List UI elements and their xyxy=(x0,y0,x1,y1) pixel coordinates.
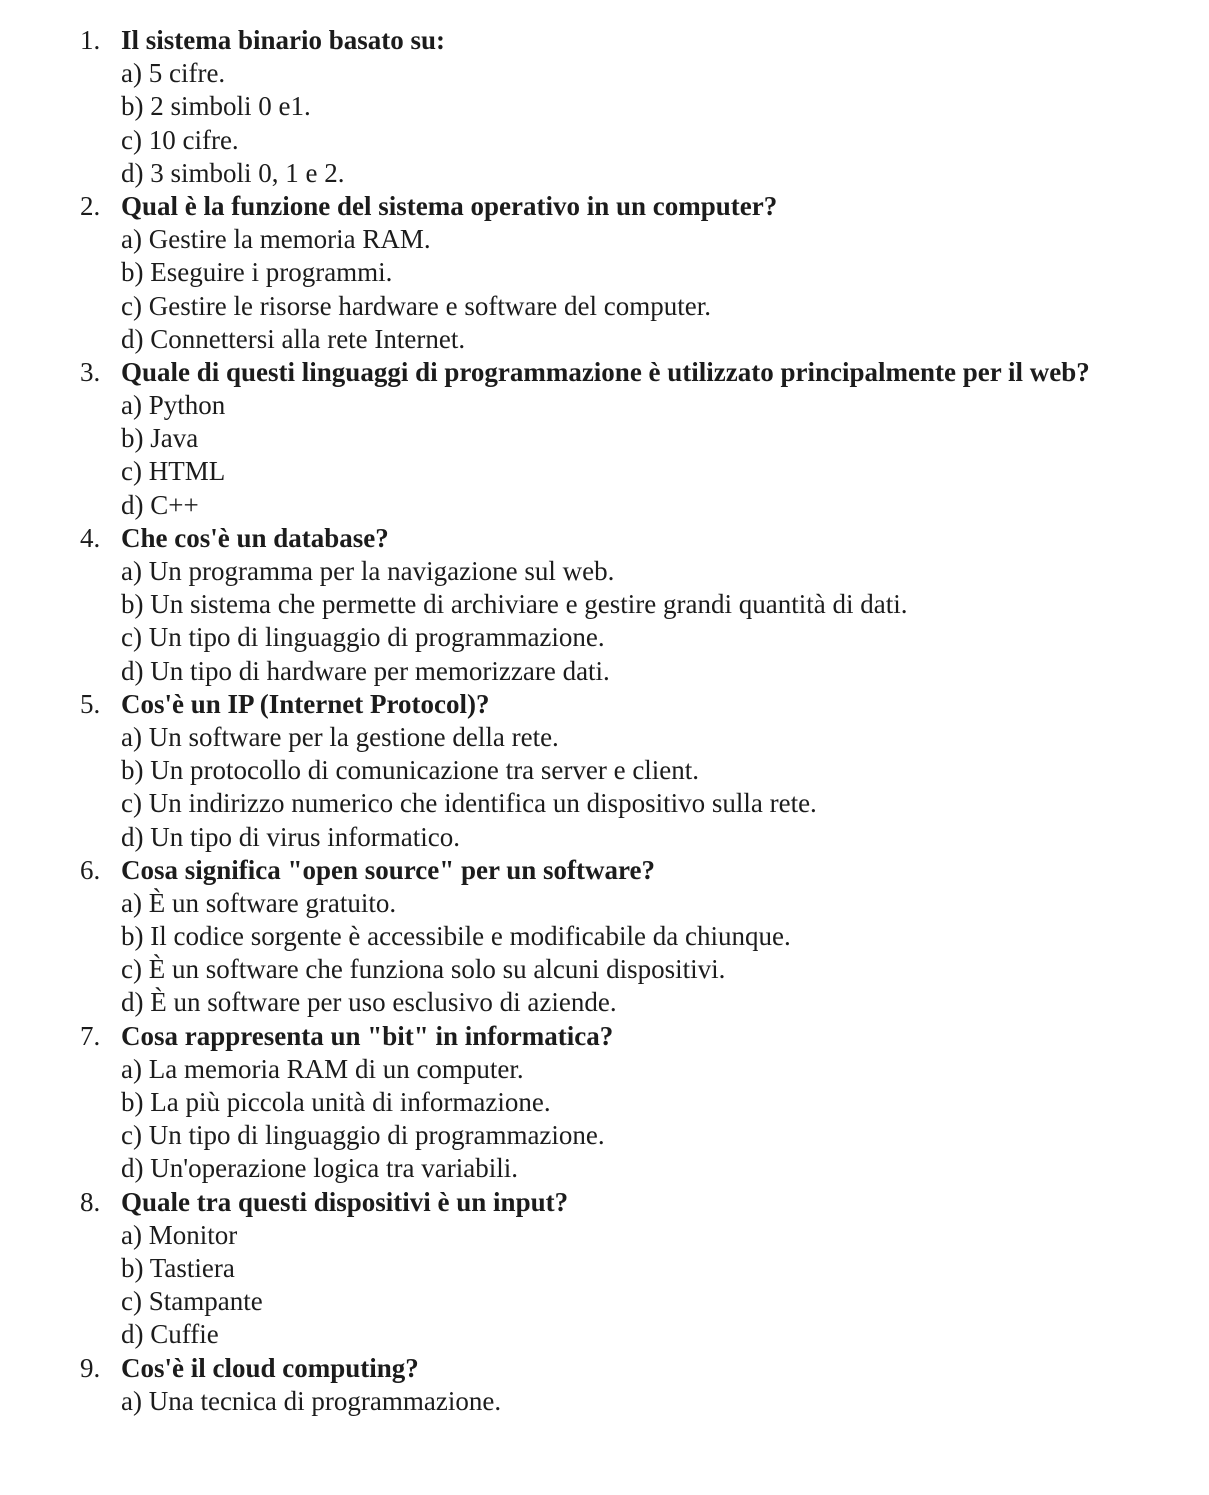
option-text: La più piccola unità di informazione. xyxy=(150,1087,551,1117)
question-header xyxy=(0,1020,1209,1053)
question-header xyxy=(0,688,1209,721)
option-text: Un tipo di virus informatico. xyxy=(150,821,460,852)
answer-option-a xyxy=(0,887,1209,920)
question-5 xyxy=(0,688,1209,854)
answer-option-a xyxy=(0,1053,1209,1086)
question-4 xyxy=(0,522,1209,688)
option-letter: a) xyxy=(121,556,142,586)
option-letter: d) xyxy=(121,655,144,686)
option-text: Java xyxy=(150,423,199,454)
answer-option-b xyxy=(0,920,1209,953)
option-text: Connettersi alla rete Internet. xyxy=(150,323,466,354)
answer-option-a xyxy=(0,555,1209,588)
answer-option-a xyxy=(0,1385,1209,1418)
question-text: Cosa significa "open source" per un software? xyxy=(121,854,655,885)
answer-option-d xyxy=(0,821,1209,854)
option-letter: b) xyxy=(121,1087,144,1117)
option-text: Un tipo di hardware per memorizzare dati. xyxy=(150,655,610,686)
option-text: C++ xyxy=(150,489,199,520)
question-header xyxy=(0,24,1209,57)
question-number: 1. xyxy=(80,25,101,55)
option-text: 3 simboli 0, 1 e 2. xyxy=(150,157,345,188)
option-letter: b) xyxy=(121,423,144,454)
option-text: Un protocollo di comunicazione tra server e client. xyxy=(150,755,700,786)
question-text: Cos'è il cloud computing? xyxy=(121,1352,419,1383)
question-9 xyxy=(0,1352,1209,1418)
answer-option-c xyxy=(0,621,1209,654)
option-text: Un'operazione logica tra variabili. xyxy=(150,1153,518,1184)
option-letter: a) xyxy=(121,1385,142,1416)
question-6 xyxy=(0,854,1209,1020)
answer-option-b xyxy=(0,422,1209,455)
answer-option-b xyxy=(0,90,1209,123)
option-letter: a) xyxy=(121,887,142,918)
answer-option-c xyxy=(0,1285,1209,1318)
option-text: Il codice sorgente è accessibile e modificabile da chiunque. xyxy=(150,921,791,952)
option-letter: d) xyxy=(121,323,144,354)
question-header xyxy=(0,356,1209,389)
option-letter: a) xyxy=(121,224,142,255)
option-text: Gestire la memoria RAM. xyxy=(148,224,431,255)
option-text: Un sistema che permette di archiviare e gestire grandi quantità di dati. xyxy=(150,589,908,620)
option-letter: b) xyxy=(121,921,144,952)
option-text: È un software per uso esclusivo di aziende. xyxy=(150,987,617,1018)
option-text: Una tecnica di programmazione. xyxy=(148,1385,502,1416)
question-number: 3. xyxy=(80,356,101,387)
option-letter: c) xyxy=(121,1286,142,1317)
option-letter: a) xyxy=(121,58,142,89)
answer-option-d xyxy=(0,1152,1209,1185)
question-header xyxy=(0,1352,1209,1385)
answer-option-a xyxy=(0,1219,1209,1252)
answer-option-b xyxy=(0,588,1209,621)
option-letter: d) xyxy=(121,1319,144,1350)
option-letter: c) xyxy=(121,954,142,985)
option-letter: b) xyxy=(121,589,144,620)
option-letter: d) xyxy=(121,987,144,1018)
question-number: 6. xyxy=(80,854,101,885)
option-text: Eseguire i programmi. xyxy=(150,257,393,288)
option-text: Gestire le risorse hardware e software del computer. xyxy=(148,290,712,321)
option-text: È un software che funziona solo su alcuni dispositivi. xyxy=(148,954,726,985)
question-number: 4. xyxy=(80,522,101,553)
question-header xyxy=(0,1186,1209,1219)
question-header xyxy=(0,854,1209,887)
answer-option-d xyxy=(0,323,1209,356)
option-text: Un software per la gestione della rete. xyxy=(148,721,559,752)
question-text: Che cos'è un database? xyxy=(121,522,389,553)
question-3 xyxy=(0,356,1209,522)
question-number: 8. xyxy=(80,1186,101,1217)
answer-option-d xyxy=(0,655,1209,688)
option-letter: a) xyxy=(121,1219,142,1250)
option-text: 10 cifre. xyxy=(148,124,239,155)
option-letter: d) xyxy=(121,1153,144,1184)
option-letter: b) xyxy=(121,257,144,288)
answer-option-d xyxy=(0,157,1209,190)
option-text: La memoria RAM di un computer. xyxy=(148,1053,524,1084)
question-2 xyxy=(0,190,1209,356)
option-letter: c) xyxy=(121,1120,142,1151)
question-text: Quale di questi linguaggi di programmazione è utilizzato principalmente per il web? xyxy=(121,356,1090,387)
option-text: HTML xyxy=(148,456,226,487)
option-letter: c) xyxy=(121,290,142,321)
answer-option-c xyxy=(0,290,1209,323)
answer-option-d xyxy=(0,986,1209,1019)
option-letter: c) xyxy=(121,788,142,819)
answer-option-c xyxy=(0,787,1209,820)
answer-option-b xyxy=(0,256,1209,289)
question-7 xyxy=(0,1020,1209,1186)
question-text: Il sistema binario basato su: xyxy=(121,25,446,55)
answer-option-c xyxy=(0,124,1209,157)
option-text: 2 simboli 0 e1. xyxy=(150,91,311,122)
question-text: Qual è la funzione del sistema operativo in un computer? xyxy=(121,190,778,221)
quiz-document xyxy=(0,24,1209,1418)
question-header xyxy=(0,522,1209,555)
option-text: Un indirizzo numerico che identifica un dispositivo sulla rete. xyxy=(148,788,817,819)
option-text: Un tipo di linguaggio di programmazione. xyxy=(148,1120,605,1151)
option-letter: a) xyxy=(121,1053,142,1084)
question-number: 2. xyxy=(80,190,101,221)
question-text: Cos'è un IP (Internet Protocol)? xyxy=(121,688,490,719)
answer-option-a xyxy=(0,223,1209,256)
option-letter: c) xyxy=(121,622,142,653)
option-text: 5 cifre. xyxy=(148,58,226,89)
option-letter: d) xyxy=(121,489,144,520)
option-letter: c) xyxy=(121,124,142,155)
option-letter: d) xyxy=(121,821,144,852)
option-text: Un tipo di linguaggio di programmazione. xyxy=(148,622,605,653)
answer-option-b xyxy=(0,754,1209,787)
answer-option-c xyxy=(0,953,1209,986)
option-text: Monitor xyxy=(148,1219,238,1250)
question-text: Cosa rappresenta un "bit" in informatica? xyxy=(121,1020,614,1051)
question-1 xyxy=(0,24,1209,190)
question-number: 7. xyxy=(80,1020,101,1051)
option-letter: a) xyxy=(121,390,142,421)
answer-option-a xyxy=(0,57,1209,90)
question-header xyxy=(0,190,1209,223)
option-letter: c) xyxy=(121,456,142,487)
option-letter: b) xyxy=(121,91,144,122)
answer-option-d xyxy=(0,1318,1209,1351)
option-text: È un software gratuito. xyxy=(148,887,397,918)
option-text: Un programma per la navigazione sul web. xyxy=(148,556,615,586)
question-number: 9. xyxy=(80,1352,101,1383)
option-text: Cuffie xyxy=(150,1319,219,1350)
answer-option-c xyxy=(0,1119,1209,1152)
option-text: Stampante xyxy=(148,1286,263,1317)
option-letter: b) xyxy=(121,1252,144,1283)
answer-option-c xyxy=(0,455,1209,488)
question-number: 5. xyxy=(80,688,101,719)
option-letter: d) xyxy=(121,157,144,188)
option-letter: b) xyxy=(121,755,144,786)
answer-option-d xyxy=(0,489,1209,522)
option-letter: a) xyxy=(121,721,142,752)
option-text: Python xyxy=(148,390,226,421)
question-8 xyxy=(0,1186,1209,1352)
answer-option-b xyxy=(0,1252,1209,1285)
question-text: Quale tra questi dispositivi è un input? xyxy=(121,1186,569,1217)
option-text: Tastiera xyxy=(149,1252,235,1283)
answer-option-a xyxy=(0,389,1209,422)
answer-option-b xyxy=(0,1086,1209,1119)
answer-option-a xyxy=(0,721,1209,754)
